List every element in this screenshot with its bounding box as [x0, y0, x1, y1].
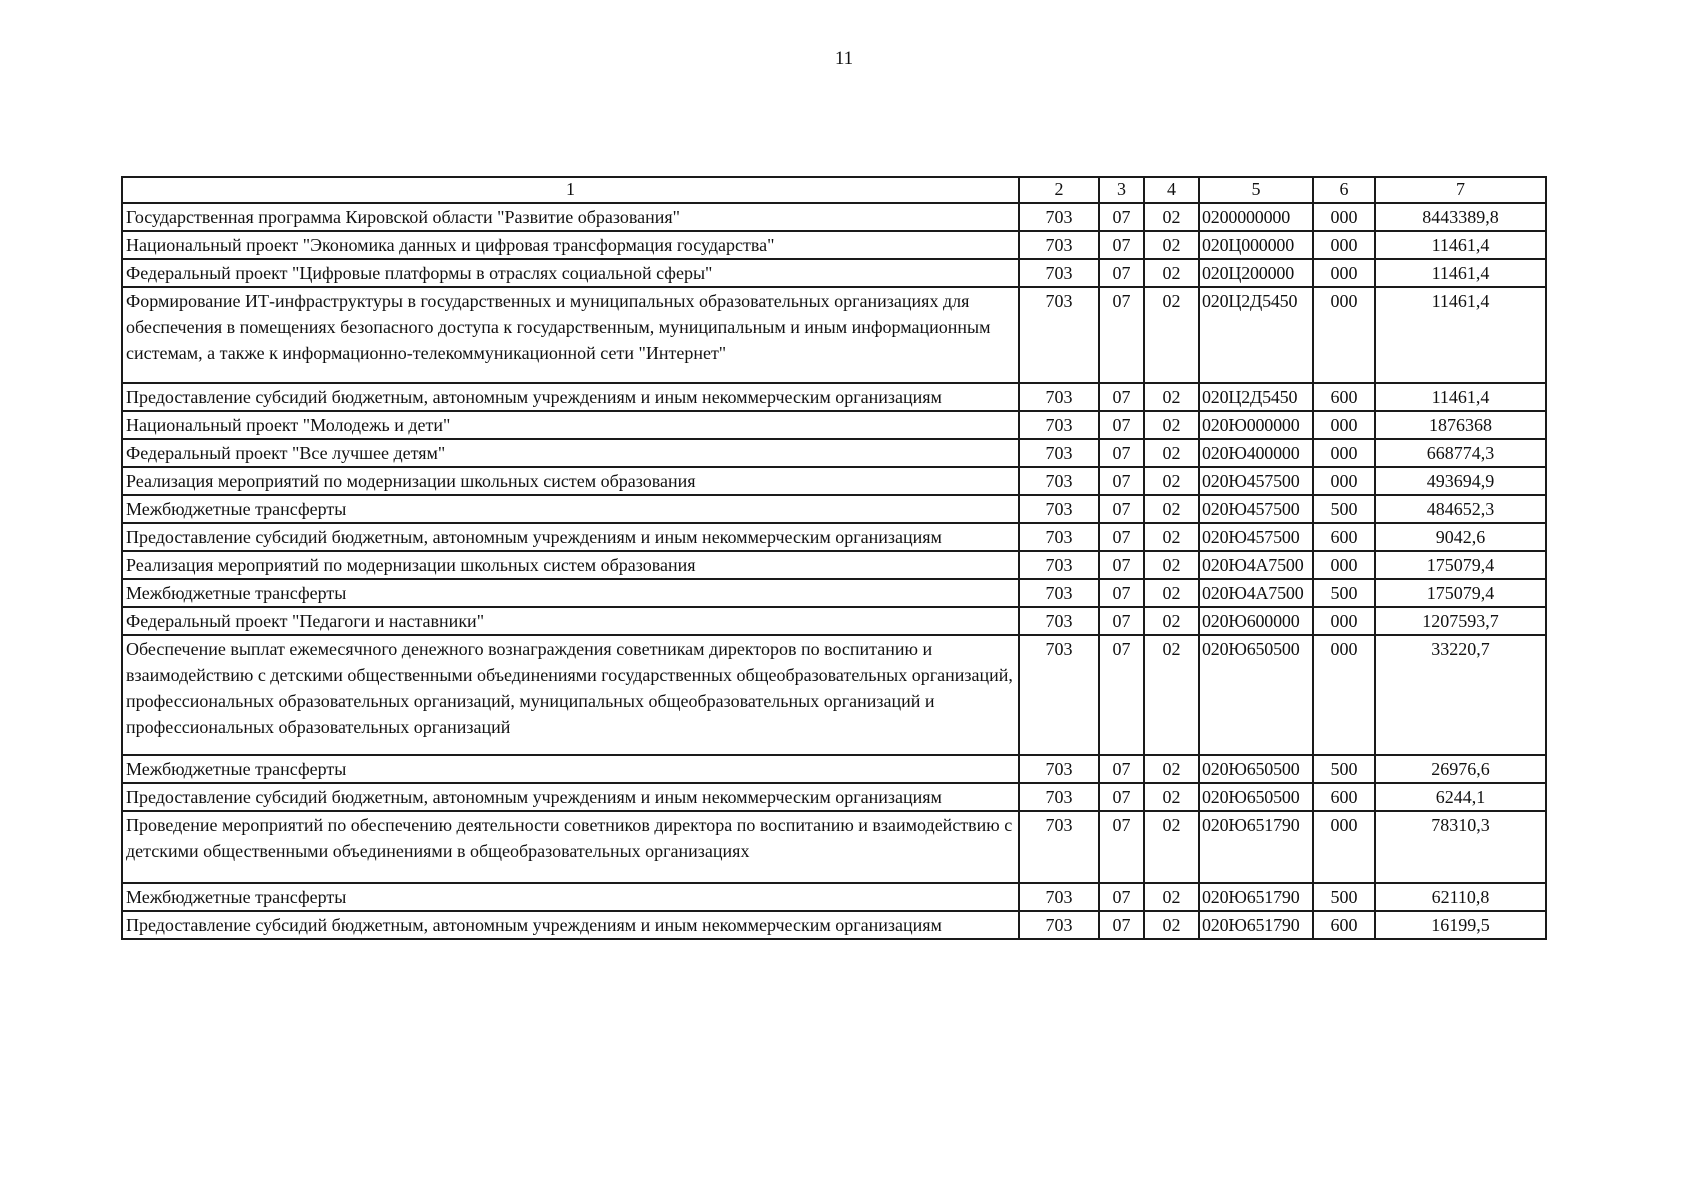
cell-target-code: 020Ю650500: [1199, 783, 1313, 811]
table-row: [122, 911, 1546, 939]
cell-code-4: 02: [1144, 287, 1199, 383]
table-body: [122, 203, 1546, 939]
cell-code-2: 703: [1019, 911, 1099, 939]
cell-code-2: 703: [1019, 551, 1099, 579]
cell-code-2: 703: [1019, 231, 1099, 259]
cell-name: Федеральный проект "Все лучшее детям": [122, 439, 1019, 467]
cell-type-code: 000: [1313, 811, 1375, 883]
cell-type-code: 600: [1313, 783, 1375, 811]
cell-amount: 175079,4: [1375, 579, 1546, 607]
cell-amount: 175079,4: [1375, 551, 1546, 579]
cell-code-3: 07: [1099, 287, 1144, 383]
cell-code-2: 703: [1019, 439, 1099, 467]
cell-name: Межбюджетные трансферты: [122, 579, 1019, 607]
cell-target-code: 020Ю457500: [1199, 467, 1313, 495]
cell-code-4: 02: [1144, 883, 1199, 911]
table-row: [122, 883, 1546, 911]
cell-code-4: 02: [1144, 551, 1199, 579]
cell-target-code: 020Ю457500: [1199, 523, 1313, 551]
cell-code-3: 07: [1099, 523, 1144, 551]
table-row: [122, 287, 1546, 383]
table-row: [122, 259, 1546, 287]
cell-type-code: 000: [1313, 287, 1375, 383]
cell-name: Национальный проект "Экономика данных и цифровая трансформация государства": [122, 231, 1019, 259]
cell-code-2: 703: [1019, 203, 1099, 231]
cell-code-2: 703: [1019, 259, 1099, 287]
cell-amount: 16199,5: [1375, 911, 1546, 939]
cell-type-code: 000: [1313, 439, 1375, 467]
cell-type-code: 000: [1313, 467, 1375, 495]
cell-type-code: 000: [1313, 259, 1375, 287]
table-row: [122, 439, 1546, 467]
table-row: [122, 467, 1546, 495]
cell-amount: 1876368: [1375, 411, 1546, 439]
cell-type-code: 000: [1313, 411, 1375, 439]
cell-code-3: 07: [1099, 203, 1144, 231]
cell-amount: 8443389,8: [1375, 203, 1546, 231]
cell-target-code: 020Ц200000: [1199, 259, 1313, 287]
cell-amount: 1207593,7: [1375, 607, 1546, 635]
table-row: [122, 523, 1546, 551]
cell-target-code: 020Ю650500: [1199, 755, 1313, 783]
cell-target-code: 020Ю4А7500: [1199, 551, 1313, 579]
cell-target-code: 0200000000: [1199, 203, 1313, 231]
cell-name: Предоставление субсидий бюджетным, автономным учреждениям и иным некоммерческим организациям: [122, 911, 1019, 939]
cell-code-3: 07: [1099, 883, 1144, 911]
table-row: [122, 411, 1546, 439]
cell-name: Формирование ИТ-инфраструктуры в государственных и муниципальных образовательных организациях для обеспечения в помещениях безопасного доступа к государственным, муниципальным и иным информационным системам, а также к информационно-телекоммуникационной сети "Интернет": [122, 287, 1019, 383]
cell-code-4: 02: [1144, 635, 1199, 755]
cell-code-3: 07: [1099, 383, 1144, 411]
table-row: [122, 607, 1546, 635]
table-row: [122, 495, 1546, 523]
table-row: [122, 635, 1546, 755]
cell-code-4: 02: [1144, 607, 1199, 635]
cell-code-4: 02: [1144, 467, 1199, 495]
table-row: [122, 579, 1546, 607]
cell-name: Реализация мероприятий по модернизации школьных систем образования: [122, 467, 1019, 495]
cell-target-code: 020Ю600000: [1199, 607, 1313, 635]
cell-name: Предоставление субсидий бюджетным, автономным учреждениям и иным некоммерческим организациям: [122, 523, 1019, 551]
cell-code-4: 02: [1144, 411, 1199, 439]
cell-amount: 33220,7: [1375, 635, 1546, 755]
cell-name: Реализация мероприятий по модернизации школьных систем образования: [122, 551, 1019, 579]
cell-target-code: 020Ю457500: [1199, 495, 1313, 523]
cell-code-2: 703: [1019, 467, 1099, 495]
cell-target-code: 020Ю651790: [1199, 911, 1313, 939]
cell-target-code: 020Ю651790: [1199, 811, 1313, 883]
header-col-6: 6: [1313, 177, 1375, 203]
cell-code-2: 703: [1019, 411, 1099, 439]
cell-target-code: 020Ю4А7500: [1199, 579, 1313, 607]
cell-target-code: 020Ю000000: [1199, 411, 1313, 439]
header-col-5: 5: [1199, 177, 1313, 203]
header-col-2: 2: [1019, 177, 1099, 203]
cell-type-code: 000: [1313, 203, 1375, 231]
cell-name: Проведение мероприятий по обеспечению деятельности советников директора по воспитанию и взаимодействию с детскими общественными объединениями в общеобразовательных организациях: [122, 811, 1019, 883]
header-col-7: 7: [1375, 177, 1546, 203]
cell-code-2: 703: [1019, 495, 1099, 523]
cell-type-code: 500: [1313, 755, 1375, 783]
cell-name: Государственная программа Кировской области "Развитие образования": [122, 203, 1019, 231]
header-col-3: 3: [1099, 177, 1144, 203]
table-row: [122, 231, 1546, 259]
cell-type-code: 600: [1313, 911, 1375, 939]
cell-target-code: 020Ц000000: [1199, 231, 1313, 259]
cell-code-3: 07: [1099, 911, 1144, 939]
cell-name: Предоставление субсидий бюджетным, автономным учреждениям и иным некоммерческим организациям: [122, 783, 1019, 811]
cell-amount: 11461,4: [1375, 259, 1546, 287]
cell-amount: 668774,3: [1375, 439, 1546, 467]
cell-amount: 26976,6: [1375, 755, 1546, 783]
cell-code-4: 02: [1144, 579, 1199, 607]
page-number: 11: [834, 48, 854, 69]
budget-table: [121, 176, 1547, 940]
cell-code-2: 703: [1019, 287, 1099, 383]
cell-code-2: 703: [1019, 811, 1099, 883]
cell-type-code: 000: [1313, 635, 1375, 755]
cell-target-code: 020Ю651790: [1199, 883, 1313, 911]
cell-code-2: 703: [1019, 579, 1099, 607]
cell-target-code: 020Ю650500: [1199, 635, 1313, 755]
cell-type-code: 000: [1313, 231, 1375, 259]
cell-code-4: 02: [1144, 203, 1199, 231]
cell-target-code: 020Ю400000: [1199, 439, 1313, 467]
cell-code-4: 02: [1144, 755, 1199, 783]
header-row: [122, 177, 1546, 203]
cell-code-2: 703: [1019, 635, 1099, 755]
cell-code-4: 02: [1144, 783, 1199, 811]
cell-type-code: 600: [1313, 523, 1375, 551]
cell-code-3: 07: [1099, 259, 1144, 287]
cell-target-code: 020Ц2Д5450: [1199, 287, 1313, 383]
cell-code-2: 703: [1019, 883, 1099, 911]
cell-code-4: 02: [1144, 911, 1199, 939]
table-row: [122, 811, 1546, 883]
cell-amount: 9042,6: [1375, 523, 1546, 551]
cell-code-3: 07: [1099, 607, 1144, 635]
cell-name: Предоставление субсидий бюджетным, автономным учреждениям и иным некоммерческим организациям: [122, 383, 1019, 411]
cell-name: Межбюджетные трансферты: [122, 883, 1019, 911]
cell-code-3: 07: [1099, 635, 1144, 755]
cell-amount: 493694,9: [1375, 467, 1546, 495]
cell-code-3: 07: [1099, 579, 1144, 607]
cell-code-3: 07: [1099, 231, 1144, 259]
table-row: [122, 203, 1546, 231]
cell-type-code: 600: [1313, 383, 1375, 411]
cell-amount: 484652,3: [1375, 495, 1546, 523]
cell-type-code: 500: [1313, 883, 1375, 911]
cell-code-4: 02: [1144, 523, 1199, 551]
cell-code-4: 02: [1144, 439, 1199, 467]
cell-code-3: 07: [1099, 783, 1144, 811]
cell-code-2: 703: [1019, 607, 1099, 635]
cell-amount: 11461,4: [1375, 383, 1546, 411]
table-row: [122, 551, 1546, 579]
table-row: [122, 783, 1546, 811]
cell-code-2: 703: [1019, 383, 1099, 411]
table-row: [122, 383, 1546, 411]
cell-code-3: 07: [1099, 439, 1144, 467]
cell-code-2: 703: [1019, 783, 1099, 811]
cell-code-4: 02: [1144, 383, 1199, 411]
cell-code-3: 07: [1099, 495, 1144, 523]
cell-code-4: 02: [1144, 259, 1199, 287]
cell-code-2: 703: [1019, 755, 1099, 783]
cell-name: Федеральный проект "Цифровые платформы в отраслях социальной сферы": [122, 259, 1019, 287]
cell-amount: 11461,4: [1375, 287, 1546, 383]
cell-code-3: 07: [1099, 467, 1144, 495]
cell-type-code: 500: [1313, 495, 1375, 523]
cell-name: Федеральный проект "Педагоги и наставники": [122, 607, 1019, 635]
cell-code-2: 703: [1019, 523, 1099, 551]
cell-target-code: 020Ц2Д5450: [1199, 383, 1313, 411]
cell-name: Обеспечение выплат ежемесячного денежного вознаграждения советникам директоров по воспитанию и взаимодействию с детскими общественными объединениями государственных общеобразовательных организаций, профессиональных образовательных организаций, муниципальных общеобразовательных организаций и профессиональных образовательных организаций: [122, 635, 1019, 755]
cell-code-4: 02: [1144, 811, 1199, 883]
cell-code-3: 07: [1099, 755, 1144, 783]
header-col-4: 4: [1144, 177, 1199, 203]
cell-code-3: 07: [1099, 411, 1144, 439]
cell-type-code: 000: [1313, 551, 1375, 579]
cell-code-4: 02: [1144, 495, 1199, 523]
table-row: [122, 755, 1546, 783]
header-col-1: 1: [122, 177, 1019, 203]
cell-amount: 11461,4: [1375, 231, 1546, 259]
cell-name: Межбюджетные трансферты: [122, 495, 1019, 523]
cell-type-code: 500: [1313, 579, 1375, 607]
cell-code-4: 02: [1144, 231, 1199, 259]
cell-amount: 78310,3: [1375, 811, 1546, 883]
cell-amount: 6244,1: [1375, 783, 1546, 811]
cell-name: Национальный проект "Молодежь и дети": [122, 411, 1019, 439]
cell-code-3: 07: [1099, 551, 1144, 579]
cell-name: Межбюджетные трансферты: [122, 755, 1019, 783]
cell-type-code: 000: [1313, 607, 1375, 635]
cell-code-3: 07: [1099, 811, 1144, 883]
cell-amount: 62110,8: [1375, 883, 1546, 911]
